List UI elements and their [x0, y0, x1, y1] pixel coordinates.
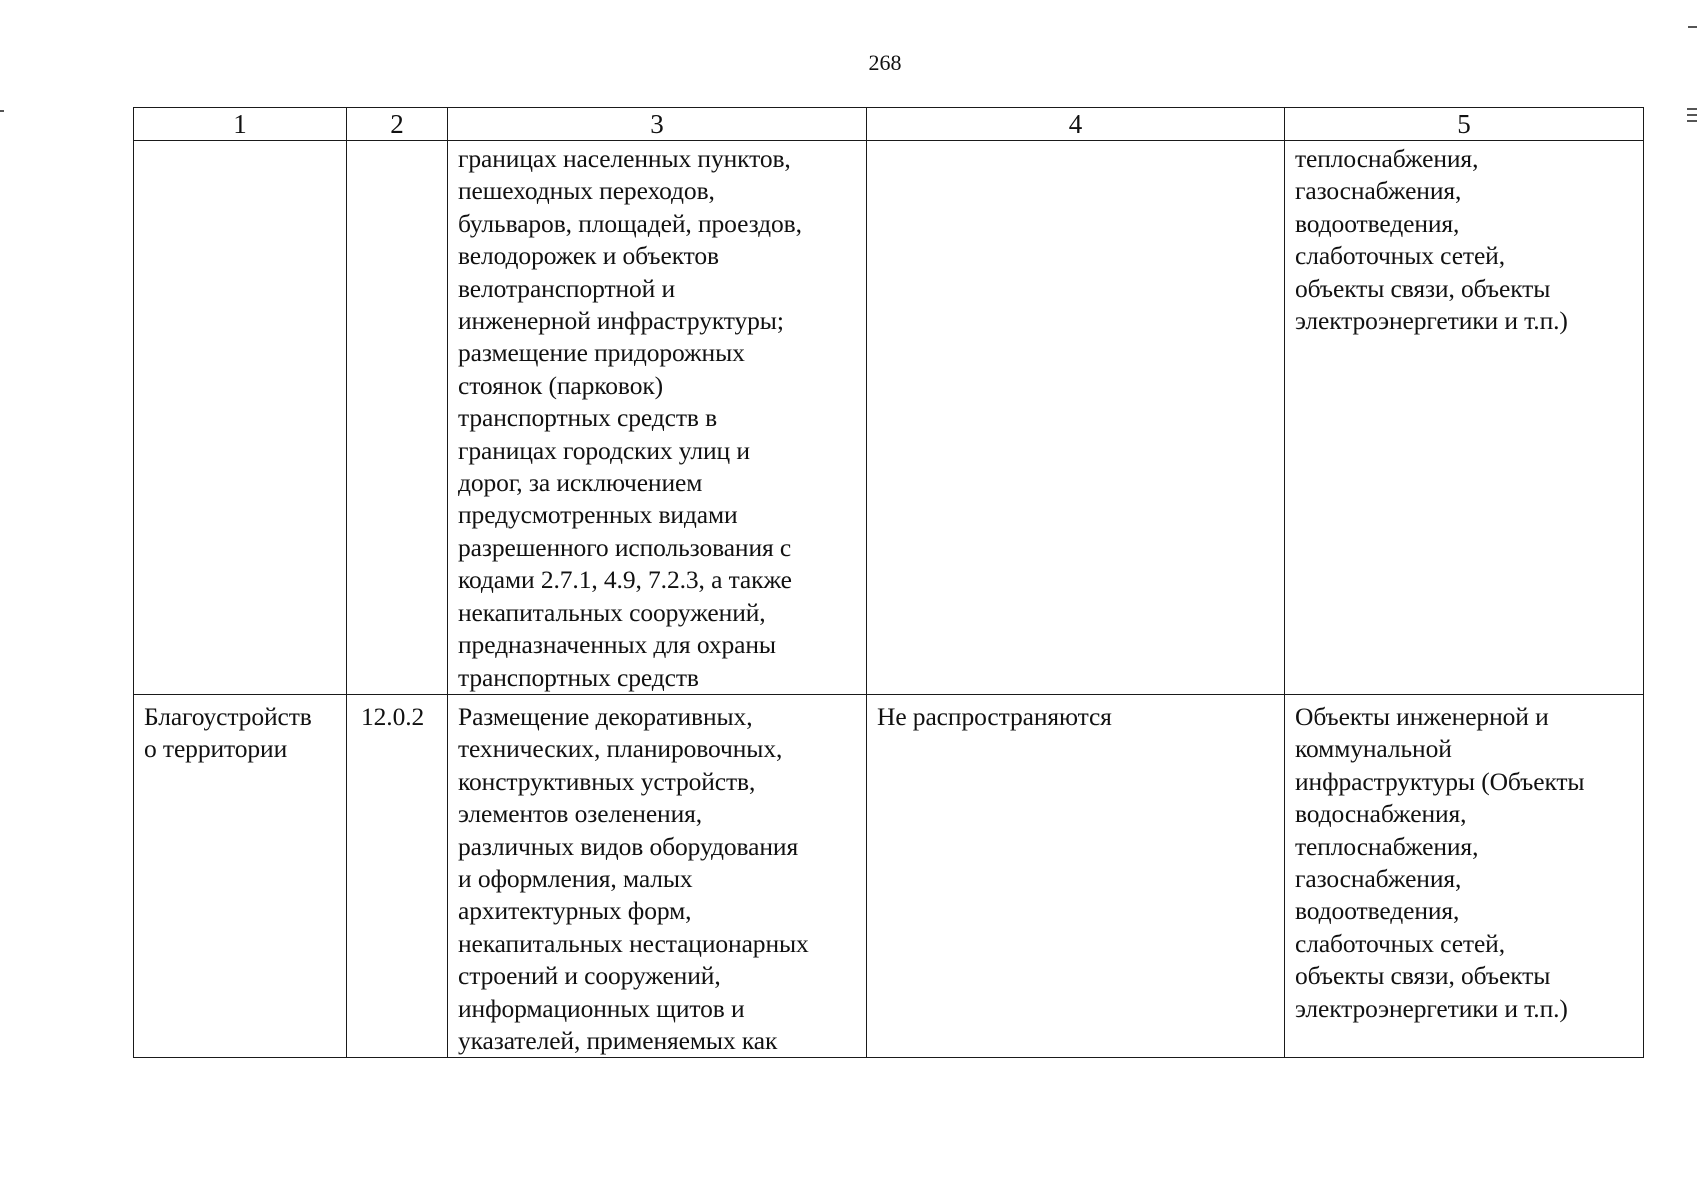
column-header-5: 5	[1285, 108, 1644, 141]
table-cell-code	[347, 694, 448, 1057]
table-cell-description	[448, 141, 867, 695]
restrictions-text	[867, 141, 1284, 143]
auxiliary-uses-text: Объекты инженерной и коммунальной инфраструктуры (Объекты водоснабжения, теплоснабжения, газоснабжения, водоотведения, слаботочных сетей, объекты связи, объекты электроэнергетики и т.п.)	[1295, 701, 1585, 1023]
table-cell-restrictions	[867, 141, 1285, 695]
table-row	[134, 694, 1644, 1057]
table-cell-auxiliary	[1285, 694, 1644, 1057]
use-description-text: границах населенных пунктов, пешеходных переходов, бульваров, площадей, проездов, велодорожек и объектов велотранспортной и инженерной инфраструктуры; размещение придорожных стоянок (парковок) транспортных средств в границах городских улиц и дорог, за исключением предусмотренных видами разрешенного использования с кодами 2.7.1, 4.9, 7.2.3, а также некапитальных сооружений, предназначенных для охраны транспортных средств	[458, 144, 802, 692]
scan-edge-mark	[1687, 114, 1697, 116]
table-row	[134, 141, 1644, 695]
column-header-3: 3	[448, 108, 867, 141]
table-header-row	[134, 108, 1644, 141]
table-cell-name	[134, 694, 347, 1057]
page-number: 268	[868, 50, 902, 75]
use-name-text: Благоустройств о территории	[144, 701, 312, 764]
table-cell-description	[448, 694, 867, 1057]
table-cell-code	[347, 141, 448, 695]
use-name-text	[134, 141, 346, 143]
table-cell-auxiliary	[1285, 141, 1644, 695]
column-header-4: 4	[867, 108, 1285, 141]
column-header-1: 1	[134, 108, 347, 141]
column-header-2: 2	[347, 108, 448, 141]
use-description-text: Размещение декоративных, технических, планировочных, конструктивных устройств, элементов озеленения, различных видов оборудования и оформления, малых архитектурных форм, некапитальных нестационарных строений и сооружений, информационных щитов и указателей, применяемых как	[458, 701, 809, 1055]
scan-edge-mark	[0, 110, 4, 112]
scan-edge-mark	[1687, 108, 1697, 110]
scan-edge-mark	[1687, 120, 1697, 122]
scan-edge-mark	[1688, 26, 1697, 28]
table-cell-restrictions	[867, 694, 1285, 1057]
auxiliary-uses-text: теплоснабжения, газоснабжения, водоотведения, слаботочных сетей, объекты связи, объекты электроэнергетики и т.п.)	[1295, 144, 1568, 336]
use-code-text	[347, 141, 447, 143]
regulations-table	[133, 107, 1644, 1058]
restrictions-text: Не распространяются	[877, 701, 1112, 731]
table-cell-name	[134, 141, 347, 695]
use-code-text: 12.0.2	[361, 701, 425, 731]
